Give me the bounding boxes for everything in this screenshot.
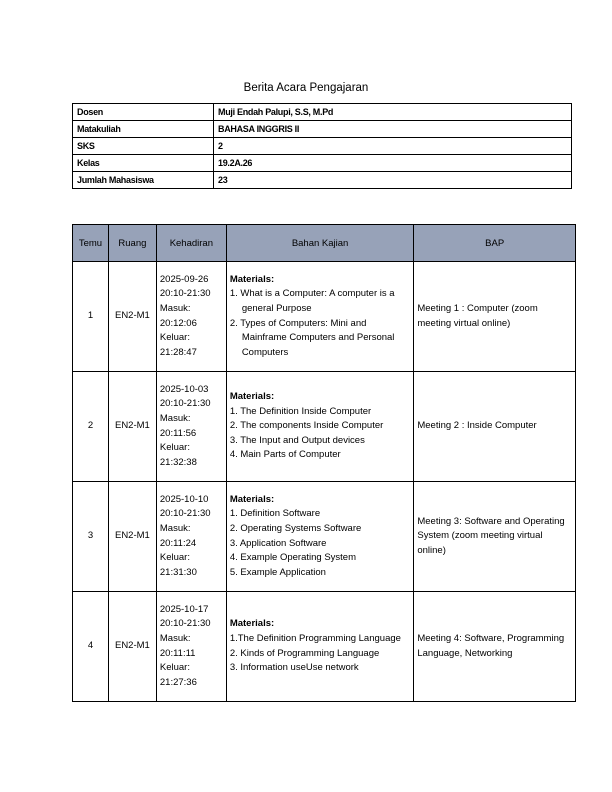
kehadiran-cell xyxy=(156,262,226,372)
info-row-sks xyxy=(73,138,572,155)
info-value: 2 xyxy=(214,138,572,155)
materials-heading: Materials: xyxy=(229,493,275,505)
masuk-time: 20:12:06 xyxy=(159,317,197,329)
ruang-cell: EN2-M1 xyxy=(108,482,156,592)
temu-cell: 3 xyxy=(73,482,109,592)
info-value: Muji Endah Palupi, S.S, M.Pd xyxy=(214,104,572,121)
info-value: 19.2A.26 xyxy=(214,155,572,172)
table-row xyxy=(73,262,576,372)
info-row-kelas xyxy=(73,155,572,172)
bap-cell: Meeting 4: Software, Programming Language, Networking xyxy=(414,592,576,702)
time-range: 20:10-21:30 xyxy=(159,618,211,630)
header-bap: BAP xyxy=(414,225,576,262)
keluar-time: 21:32:38 xyxy=(159,456,197,468)
keluar-label: Keluar: xyxy=(159,552,190,564)
table-row xyxy=(73,592,576,702)
material-item: 4. Main Parts of Computer xyxy=(229,449,341,461)
material-item: 4. Example Operating System xyxy=(229,552,357,564)
header-bahan-kajian: Bahan Kajian xyxy=(226,225,414,262)
bahan-kajian-cell xyxy=(226,372,414,482)
time-range: 20:10-21:30 xyxy=(159,508,211,520)
course-info-table xyxy=(72,103,572,189)
temu-cell: 4 xyxy=(73,592,109,702)
date: 2025-09-26 xyxy=(159,273,209,285)
kehadiran-cell xyxy=(156,372,226,482)
info-label: Jumlah Mahasiswa xyxy=(73,172,214,189)
material-item: 3. The Input and Output devices xyxy=(229,434,365,446)
keluar-label: Keluar: xyxy=(159,442,190,454)
ruang-cell: EN2-M1 xyxy=(108,262,156,372)
material-item: 2. The components Inside Computer xyxy=(229,420,384,432)
info-row-dosen xyxy=(73,104,572,121)
temu-cell: 2 xyxy=(73,372,109,482)
info-label: Kelas xyxy=(73,155,214,172)
table-row xyxy=(73,372,576,482)
material-item: 1. Definition Software xyxy=(229,508,321,520)
material-item: 3. Application Software xyxy=(229,537,327,549)
date: 2025-10-17 xyxy=(159,603,209,615)
masuk-label: Masuk: xyxy=(159,412,191,424)
time-range: 20:10-21:30 xyxy=(159,288,211,300)
masuk-time: 20:11:11 xyxy=(159,647,196,659)
info-label: Dosen xyxy=(73,104,214,121)
header-ruang: Ruang xyxy=(108,225,156,262)
info-label: Matakuliah xyxy=(73,121,214,138)
keluar-label: Keluar: xyxy=(159,662,190,674)
info-label: SKS xyxy=(73,138,214,155)
keluar-time: 21:31:30 xyxy=(159,566,197,578)
info-value: BAHASA INGGRIS II xyxy=(214,121,572,138)
material-item: 1. What is a Computer: A computer is a general Purpose xyxy=(229,288,395,314)
ruang-cell: EN2-M1 xyxy=(108,592,156,702)
keluar-time: 21:28:47 xyxy=(159,346,197,358)
material-item: 3. Information useUse network xyxy=(229,662,359,674)
keluar-label: Keluar: xyxy=(159,332,190,344)
teaching-record-table xyxy=(72,224,576,702)
header-temu: Temu xyxy=(73,225,109,262)
bap-cell: Meeting 1 : Computer (zoom meeting virtual online) xyxy=(414,262,576,372)
bahan-kajian-cell xyxy=(226,262,414,372)
date: 2025-10-03 xyxy=(159,383,209,395)
masuk-time: 20:11:56 xyxy=(159,427,197,439)
table-row xyxy=(73,482,576,592)
material-item: 2. Operating Systems Software xyxy=(229,522,362,534)
page-title: Berita Acara Pengajaran xyxy=(243,82,369,94)
table-header-row xyxy=(73,225,576,262)
bahan-kajian-cell xyxy=(226,482,414,592)
info-value: 23 xyxy=(214,172,572,189)
masuk-time: 20:11:24 xyxy=(159,537,197,549)
header-kehadiran: Kehadiran xyxy=(156,225,226,262)
material-item: 2. Kinds of Programming Language xyxy=(229,647,380,659)
materials-heading: Materials: xyxy=(229,273,275,285)
ruang-cell: EN2-M1 xyxy=(108,372,156,482)
temu-cell: 1 xyxy=(73,262,109,372)
materials-heading: Materials: xyxy=(229,618,275,630)
date: 2025-10-10 xyxy=(159,493,209,505)
kehadiran-cell xyxy=(156,482,226,592)
material-item: 2. Types of Computers: Mini and Mainframe Computers and Personal Computers xyxy=(229,317,395,358)
keluar-time: 21:27:36 xyxy=(159,676,197,688)
kehadiran-cell xyxy=(156,592,226,702)
masuk-label: Masuk: xyxy=(159,632,191,644)
masuk-label: Masuk: xyxy=(159,522,191,534)
info-row-matakuliah xyxy=(73,121,572,138)
masuk-label: Masuk: xyxy=(159,302,191,314)
bahan-kajian-cell xyxy=(226,592,414,702)
info-row-jumlah-mahasiswa xyxy=(73,172,572,189)
materials-heading: Materials: xyxy=(229,391,275,403)
time-range: 20:10-21:30 xyxy=(159,398,211,410)
bap-cell: Meeting 2 : Inside Computer xyxy=(414,372,576,482)
material-item: 1. The Definition Inside Computer xyxy=(229,405,372,417)
material-item: 5. Example Application xyxy=(229,566,326,578)
material-item: 1.The Definition Programming Language xyxy=(229,632,401,644)
bap-cell: Meeting 3: Software and Operating System (zoom meeting virtual online) xyxy=(414,482,576,592)
